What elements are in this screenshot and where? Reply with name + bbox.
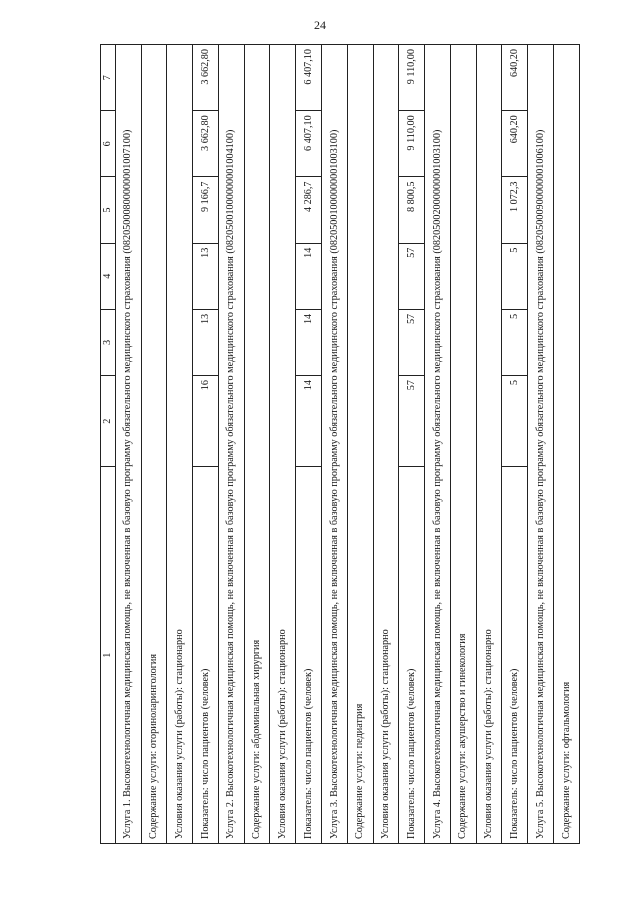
value-cell: 6 407,10 xyxy=(296,111,322,177)
table-row xyxy=(296,45,322,844)
page-number: 24 xyxy=(314,18,326,32)
table-row xyxy=(554,45,580,844)
value-cell: 9 110,00 xyxy=(399,111,425,177)
row-text-cell: Условия оказания услуги (работы): стационарно xyxy=(270,45,296,844)
row-text-cell: Услуга 3. Высокотехнологичная медицинская помощь, не включенная в базовую программу обязательного медицинского страхования (08205001000000001003100) xyxy=(321,45,347,844)
header-cell: 2 xyxy=(101,376,116,467)
value-cell: 14 xyxy=(296,309,322,375)
header-cell: 6 xyxy=(101,111,116,177)
table-row xyxy=(347,45,373,844)
row-text-cell: Содержание услуги: абдоминальная хирургия xyxy=(244,45,270,844)
row-text-cell: Услуга 1. Высокотехнологичная медицинская помощь, не включенная в базовую программу обязательного медицинского страхования (08205000800000001007100) xyxy=(115,45,141,844)
table-header-row xyxy=(101,45,116,844)
value-cell: 5 xyxy=(502,243,528,309)
indicator-label-cell: Показатель: число пациентов (человек) xyxy=(502,467,528,844)
value-cell: 13 xyxy=(193,309,219,375)
row-text-cell: Условия оказания услуги (работы): стационарно xyxy=(373,45,399,844)
row-text-cell: Содержание услуги: оториноларингология xyxy=(141,45,167,844)
value-cell: 14 xyxy=(296,243,322,309)
header-cell: 4 xyxy=(101,243,116,309)
value-cell: 13 xyxy=(193,243,219,309)
table-row xyxy=(373,45,399,844)
indicator-label-cell: Показатель: число пациентов (человек) xyxy=(399,467,425,844)
rotated-table-container xyxy=(100,44,580,844)
table-row xyxy=(528,45,554,844)
row-text-cell: Услуга 4. Высокотехнологичная медицинская помощь, не включенная в базовую программу обязательного медицинского страхования (08205002000000001003100) xyxy=(425,45,451,844)
table-row xyxy=(244,45,270,844)
table-row xyxy=(218,45,244,844)
value-cell: 4 286,7 xyxy=(296,177,322,243)
table-row xyxy=(399,45,425,844)
table-row xyxy=(193,45,219,844)
row-text-cell: Условия оказания услуги (работы): стационарно xyxy=(167,45,193,844)
value-cell: 3 662,80 xyxy=(193,111,219,177)
value-cell: 5 xyxy=(502,309,528,375)
header-cell: 3 xyxy=(101,309,116,375)
table-row xyxy=(167,45,193,844)
table-row xyxy=(425,45,451,844)
header-cell: 7 xyxy=(101,45,116,111)
value-cell: 57 xyxy=(399,376,425,467)
value-cell: 57 xyxy=(399,243,425,309)
header-cell: 5 xyxy=(101,177,116,243)
row-text-cell: Услуга 5. Высокотехнологичная медицинская помощь, не включенная в базовую программу обязательного медицинского страхования (08205000900000001006100) xyxy=(528,45,554,844)
value-cell: 1 072,3 xyxy=(502,177,528,243)
indicator-label-cell: Показатель: число пациентов (человек) xyxy=(296,467,322,844)
table-body xyxy=(115,45,579,844)
table-row xyxy=(502,45,528,844)
row-text-cell: Содержание услуги: акушерство и гинекология xyxy=(450,45,476,844)
table-row xyxy=(321,45,347,844)
header-cell: 1 xyxy=(101,467,116,844)
value-cell: 5 xyxy=(502,376,528,467)
value-cell: 640,20 xyxy=(502,111,528,177)
value-cell: 14 xyxy=(296,376,322,467)
table-row xyxy=(476,45,502,844)
indicator-label-cell: Показатель: число пациентов (человек) xyxy=(193,467,219,844)
row-text-cell: Условия оказания услуги (работы): стационарно xyxy=(476,45,502,844)
value-cell: 3 662,80 xyxy=(193,45,219,111)
value-cell: 57 xyxy=(399,309,425,375)
value-cell: 8 800,5 xyxy=(399,177,425,243)
table-row xyxy=(141,45,167,844)
value-cell: 6 407,10 xyxy=(296,45,322,111)
table-row xyxy=(115,45,141,844)
table-row xyxy=(270,45,296,844)
value-cell: 640,20 xyxy=(502,45,528,111)
services-table xyxy=(100,44,580,844)
value-cell: 9 166,7 xyxy=(193,177,219,243)
value-cell: 16 xyxy=(193,376,219,467)
table-row xyxy=(450,45,476,844)
row-text-cell: Содержание услуги: офтальмология xyxy=(554,45,580,844)
row-text-cell: Услуга 2. Высокотехнологичная медицинская помощь, не включенная в базовую программу обязательного медицинского страхования (08205001000000001004100) xyxy=(218,45,244,844)
value-cell: 9 110,00 xyxy=(399,45,425,111)
row-text-cell: Содержание услуги: педиатрия xyxy=(347,45,373,844)
